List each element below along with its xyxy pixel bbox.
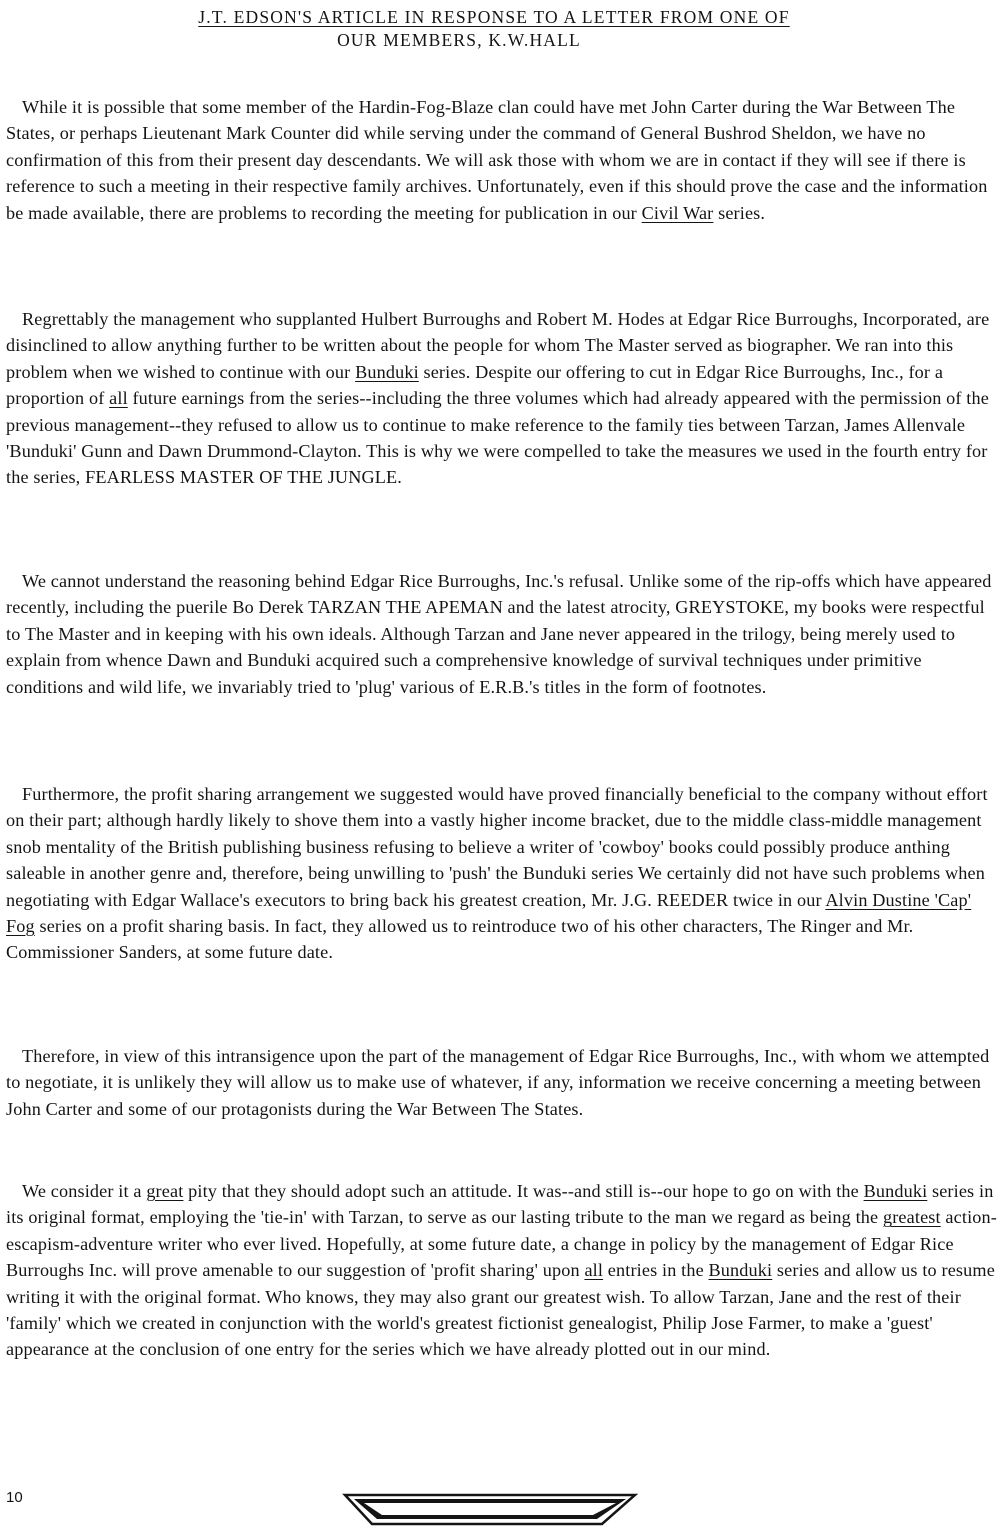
underlined-text: all xyxy=(109,388,128,409)
text-run: Therefore, in view of this intransigence upon the part of the management of Edgar Rice Burroughs, Inc., with whom we attempted to negotiate, it is unlikely they will allow us to make use of whatever, if any, information we receive concerning a meeting between John Carter and some of our protagonists during the War Between The States. xyxy=(6,1046,990,1119)
text-run: series on a profit sharing basis. In fact, they allowed us to reintroduce two of his other characters, The Ringer and Mr. Commissioner Sanders, at some future date. xyxy=(6,916,914,963)
paragraph-5 xyxy=(6,1043,1002,1122)
text-run: action-escapism-adventure writer who ever lived. Hopefully, at some future date, a change in policy by the management of Edgar Rice Burroughs Inc. will prove amenable to our suggestion of 'profit sharing' upon xyxy=(6,1207,997,1281)
underlined-text: Bunduki xyxy=(708,1260,773,1281)
text-run: series. xyxy=(713,202,766,223)
underlined-text: greatest xyxy=(882,1207,941,1228)
page-number: 10 xyxy=(6,1489,23,1506)
paragraph-3 xyxy=(6,568,1002,700)
underlined-text: Bunduki xyxy=(863,1181,928,1201)
text-run: entries in the xyxy=(603,1260,709,1281)
text-run: While it is possible that some member of the Hardin-Fog-Blaze clan could have met John Carter during the War Between The States, or perhaps Lieutenant Mark Counter did while serving under the command of General Bushrod Sheldon, we have no confirmation of this from their present day descendants. We will ask those with whom we are in contact if they will see if there is reference to such a meeting in their respective family archives. Unfortunately, even if this should prove the case and the information be made available, there are problems to recording the meeting for publication in our xyxy=(6,97,988,223)
paragraph-2 xyxy=(6,306,1002,491)
text-run: series in its original format, employing the 'tie-in' with Tarzan, to serve as our lasting tribute to the man we regard as being the xyxy=(6,1181,994,1228)
text-run: series and allow us to resume writing it with the original format. Who knows, they may also grant our greatest wish. To allow Tarzan, Jane and the rest of their 'family' which we created in conjunction with the world's greatest fictionist genealogist, Philip Jose Farmer, to make a 'guest' appearance at the conclusion of one entry for the series which we have already plotted out in our mind. xyxy=(6,1260,995,1360)
article-title xyxy=(0,6,1008,52)
decorative-bar-ornament-icon xyxy=(340,1490,640,1530)
underlined-text: Bunduki xyxy=(355,361,419,382)
text-run: We cannot understand the reasoning behind Edgar Rice Burroughs, Inc.'s refusal. Unlike some of the rip-offs which have appeared recently, including the puerile Bo Derek TARZAN THE APEMAN and the latest atrocity, GREYSTOKE, my books were respectful to The Master and in keeping with his own ideals. Although Tarzan and Jane never appeared in the trilogy, being merely used to explain from whence Dawn and Bunduki acquired such a comprehensive knowledge of survival techniques under primitive conditions and wild life, we invariably tried to 'plug' various of E.R.B.'s titles in the form of footnotes. xyxy=(6,571,992,697)
text-run: pity that they should adopt such an attitude. It was--and still is--our hope to go on with the xyxy=(183,1181,864,1201)
paragraph-1 xyxy=(6,94,1002,226)
underlined-text: all xyxy=(584,1260,604,1281)
text-run: We consider it a xyxy=(22,1181,147,1201)
underlined-text: Alvin Dustine 'Cap' Fog xyxy=(6,889,972,937)
text-run: future earnings from the series--including the three volumes which had already appeared with the permission of the previous management--they refused to allow us to continue to make reference to the family ties between Tarzan, James Allenvale 'Bunduki' Gunn and Dawn Drummond-Clayton. This is why we were compelled to take the measures we used in the fourth entry for the series, FEARLESS MASTER OF THE JUNGLE. xyxy=(6,388,989,488)
paragraph-6 xyxy=(6,1178,1002,1363)
title-line-2: OUR MEMBERS, K.W.HALL xyxy=(337,30,581,50)
text-run: Regrettably the management who supplanted Hulbert Burroughs and Robert M. Hodes at Edgar Rice Burroughs, Incorporated, are disinclined to allow anything further to be written about the people for whom The Master served as biographer. We ran into this problem when we wished to continue with our xyxy=(6,309,990,382)
text-run: Furthermore, the profit sharing arrangement we suggested would have proved financially beneficial to the company without effort on their part; although hardly likely to shove them into a vastly higher income bracket, due to the middle class-middle management snob mentality of the British publishing business refusing to believe a writer of 'cowboy' books could possibly produce anthing saleable in another genre and, therefore, being unwilling to 'push' the Bunduki series We certainly did not have such problems when negotiating with Edgar Wallace's executors to bring back his greatest creation, Mr. J.G. REEDER twice in our xyxy=(6,784,988,910)
underlined-text: great xyxy=(146,1181,184,1201)
paragraph-4 xyxy=(6,781,1002,966)
text-run: series. Despite our offering to cut in Edgar Rice Burroughs, Inc., for a proportion of xyxy=(6,361,944,409)
underlined-text: Civil War xyxy=(641,202,714,223)
title-line-1: J.T. EDSON'S ARTICLE IN RESPONSE TO A LETTER FROM ONE OF xyxy=(198,7,790,27)
